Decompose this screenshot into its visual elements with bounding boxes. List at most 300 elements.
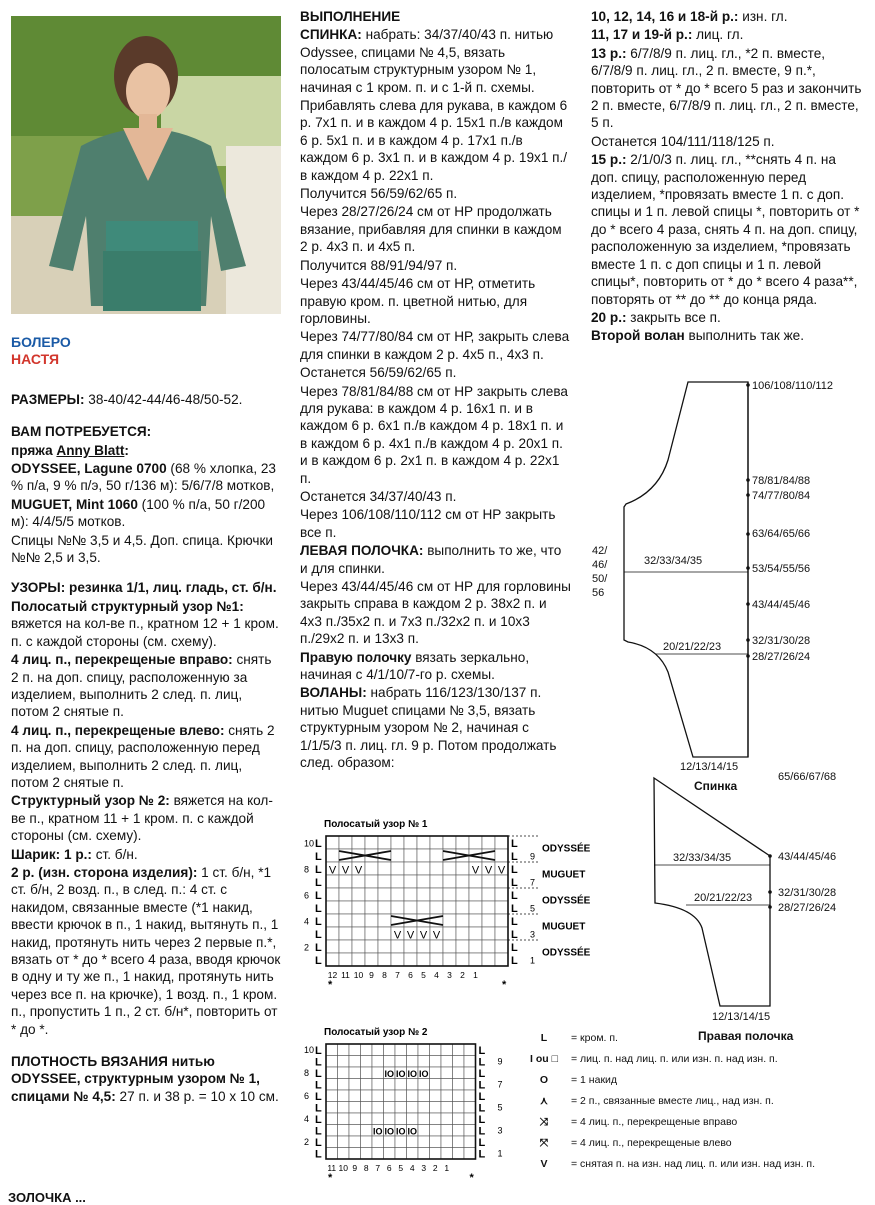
- chart-cell: [495, 953, 508, 966]
- chart-cell: [349, 1090, 361, 1102]
- back-bottom: 12/13/14/15: [680, 761, 739, 773]
- chart-cell: [326, 1136, 338, 1148]
- chart1-title: Полосатый узор № 1: [324, 819, 428, 830]
- chart-cell: [326, 1044, 338, 1056]
- edge-stitch-right: L: [478, 1113, 486, 1126]
- chart-cell: [338, 1125, 350, 1137]
- legend-text: = 4 лиц. п., перекрещеные влево: [571, 1137, 732, 1149]
- slip-stitch: V: [419, 929, 428, 942]
- chart-cell: [464, 1125, 476, 1137]
- back-3: Получится 56/59/62/65 п.: [300, 186, 458, 202]
- col-label: 6: [386, 1163, 392, 1173]
- yarn-over: IO: [384, 1126, 395, 1137]
- chart-cell: [407, 1102, 419, 1114]
- legend-symbol-icon: I ou □: [530, 1053, 558, 1065]
- front-bottom: 12/13/14/15: [712, 1011, 771, 1023]
- chart-cell: [482, 836, 495, 849]
- chart-cell: [464, 1113, 476, 1125]
- chart-cell: [430, 1136, 442, 1148]
- chart-cell: [456, 836, 469, 849]
- front-m1: 43/44/45/46: [778, 851, 837, 863]
- col-label: 9: [369, 970, 374, 980]
- front-width-low: 20/21/22/23: [694, 892, 753, 904]
- chart-cell: [418, 1090, 430, 1102]
- yarn-label: ODYSSÉE: [542, 947, 591, 959]
- legend-row: [517, 1028, 867, 1049]
- chart-cell: [352, 901, 365, 914]
- chart-cell: [365, 836, 378, 849]
- yarn-over: IO: [395, 1068, 406, 1079]
- chart-cell: [338, 1090, 350, 1102]
- chart-cell: [482, 901, 495, 914]
- legend-text: = кром. п.: [571, 1032, 618, 1044]
- legend-text: = лиц. п. над лиц. п. или изн. п. над изн. п.: [571, 1053, 778, 1065]
- back-m1: 78/81/84/88: [752, 475, 811, 487]
- chart-cell: [453, 1125, 465, 1137]
- chart-cell: [464, 1148, 476, 1160]
- chart-cell: [395, 1044, 407, 1056]
- chart-cell: [349, 1136, 361, 1148]
- chart-cell: [456, 940, 469, 953]
- rows-11: 11, 17 и 19-й р.: лиц. гл.: [591, 27, 744, 43]
- chart-cell: [430, 1113, 442, 1125]
- chart-cell: [352, 836, 365, 849]
- row-label-left: 6: [304, 890, 310, 901]
- slip-stitch: V: [341, 864, 350, 877]
- chart-cell: [339, 927, 352, 940]
- chart-cell: [443, 862, 456, 875]
- chart-cell: [361, 1079, 373, 1091]
- legend-symbol-icon: ⤨: [539, 1116, 549, 1128]
- edge-stitch-right: L: [478, 1136, 486, 1149]
- pattern2: Структурный узор № 2: вяжется на кол-ве п., кратном 11 + 1 кром. п. с каждой стороны (см. схему).: [11, 793, 273, 844]
- ruffles: ВОЛАНЫ: набрать 116/123/130/137 п. нитью Muguet спицами № 3,5, вязать структурным узором № 2, начиная с 1/1/5/3 п. лиц. гл. 9 р. Потом продолжать след. образом:: [300, 685, 557, 771]
- chart-cell: [384, 1056, 396, 1068]
- chart-cell: [395, 1136, 407, 1148]
- legend-row: [517, 1091, 867, 1112]
- chart-cell: [407, 1079, 419, 1091]
- chart-cell: [482, 914, 495, 927]
- front-top: 65/66/67/68: [778, 771, 837, 783]
- middle-column: [300, 8, 572, 772]
- chart-cell: [349, 1067, 361, 1079]
- chart-cell: [352, 914, 365, 927]
- front-caption: Правая полочка: [698, 1029, 794, 1043]
- chart-cell: [378, 953, 391, 966]
- chart-cell: [418, 1044, 430, 1056]
- chart-cell: [495, 940, 508, 953]
- chart-cell: [456, 875, 469, 888]
- pattern-chart-2: [298, 1022, 518, 1200]
- chart-cell: [361, 1125, 373, 1137]
- chart-cell: [404, 940, 417, 953]
- edge-stitch-right: L: [511, 890, 518, 903]
- right-front: Правую полочку вязать зеркально, начиная с 4/1/10/7-го р. схемы.: [300, 649, 530, 683]
- chart2-title: Полосатый узор № 2: [324, 1027, 428, 1038]
- chart-cell: [417, 953, 430, 966]
- chart-cell: [326, 953, 339, 966]
- edge-stitch-left: L: [315, 1056, 322, 1069]
- repeat-star: *: [328, 1172, 333, 1184]
- chart-cell: [441, 1079, 453, 1091]
- edge-stitch-left: L: [315, 1067, 322, 1080]
- chart-cell: [338, 1148, 350, 1160]
- yarn-over: IO: [407, 1126, 418, 1137]
- chart-cell: [384, 1136, 396, 1148]
- legend-text: = 1 накид: [571, 1074, 618, 1086]
- chart-cell: [441, 1136, 453, 1148]
- slip-stitch: V: [497, 864, 506, 877]
- col-label: 4: [409, 1163, 415, 1173]
- chart-cell: [443, 901, 456, 914]
- edge-stitch-left: L: [315, 1044, 322, 1057]
- patterns-label: УЗОРЫ: резинка 1/1, лиц. гладь, ст. б/н.: [11, 580, 277, 596]
- back-width-low: 20/21/22/23: [663, 641, 722, 653]
- yarn-label: ODYSSÉE: [542, 843, 591, 855]
- row-label-left: 2: [304, 1137, 310, 1148]
- chart-cell: [339, 914, 352, 927]
- row-label-right: 7: [530, 877, 536, 888]
- chart-cell: [349, 1125, 361, 1137]
- col-label: 6: [408, 970, 413, 980]
- chart-cell: [456, 888, 469, 901]
- chart-cell: [378, 927, 391, 940]
- chart-cell: [495, 849, 508, 862]
- chart-cell: [395, 1090, 407, 1102]
- chart-cell: [384, 1044, 396, 1056]
- chart-cell: [352, 888, 365, 901]
- chart-cell: [326, 849, 339, 862]
- chart-cell: [326, 901, 339, 914]
- edge-stitch-left: L: [315, 1125, 322, 1138]
- chart-cell: [430, 1125, 442, 1137]
- slip-stitch: V: [393, 929, 402, 942]
- edge-stitch-right: L: [511, 864, 518, 877]
- yarn-over: IO: [407, 1068, 418, 1079]
- yarn-over: IO: [384, 1068, 395, 1079]
- chart-cell: [365, 888, 378, 901]
- legend-row: [517, 1112, 867, 1133]
- chart-cell: [417, 940, 430, 953]
- chart-cell: [372, 1148, 384, 1160]
- chart-cell: [430, 940, 443, 953]
- chart-cell: [456, 953, 469, 966]
- edge-stitch-right: L: [511, 942, 518, 955]
- chart-cell: [361, 1148, 373, 1160]
- needs-yarn: пряжа Anny Blatt:: [11, 442, 129, 458]
- chart-cell: [495, 901, 508, 914]
- chart-cell: [365, 953, 378, 966]
- back-m7: 28/27/26/24: [752, 651, 811, 663]
- chart-cell: [456, 862, 469, 875]
- chart-cell: [443, 836, 456, 849]
- chart-cell: [430, 1102, 442, 1114]
- needs-tools: Спицы №№ 3,5 и 4,5. Доп. спица. Крючки №№ 2,5 и 3,5.: [11, 532, 274, 566]
- edge-stitch-right: L: [511, 877, 518, 890]
- col-label: 3: [447, 970, 452, 980]
- chart-cell: [430, 1056, 442, 1068]
- chart-cell: [391, 901, 404, 914]
- right-column: [591, 8, 863, 346]
- legend: [517, 1028, 867, 1175]
- chart-cell: [430, 1148, 442, 1160]
- chart-cell: [418, 1125, 430, 1137]
- col-label: 10: [338, 1163, 348, 1173]
- legend-row: [517, 1133, 867, 1154]
- chart-cell: [361, 1102, 373, 1114]
- chart-cell: [384, 1079, 396, 1091]
- chart-cell: [378, 862, 391, 875]
- col-label: 2: [432, 1163, 438, 1173]
- model-photo: [11, 16, 281, 314]
- repeat-star: *: [328, 979, 333, 991]
- chart-cell: [407, 1090, 419, 1102]
- chart-cell: [430, 875, 443, 888]
- chart-cell: [443, 927, 456, 940]
- edge-stitch-right: L: [478, 1102, 486, 1115]
- chart-cell: [441, 1056, 453, 1068]
- chart-cell: [372, 1090, 384, 1102]
- chart-cell: [326, 1090, 338, 1102]
- edge-stitch-left: L: [315, 877, 322, 890]
- chart-cell: [430, 849, 443, 862]
- edge-stitch-left: L: [315, 929, 322, 942]
- row-label-right: 3: [530, 929, 536, 940]
- chart-cell: [407, 1044, 419, 1056]
- chart-cell: [391, 953, 404, 966]
- chart-cell: [418, 1079, 430, 1091]
- back-schematic: [588, 372, 873, 792]
- chart-cell: [407, 1113, 419, 1125]
- yarn-over: IO: [418, 1068, 429, 1079]
- chart-cell: [441, 1044, 453, 1056]
- chart-cell: [361, 1113, 373, 1125]
- needs-label: ВАМ ПОТРЕБУЕТСЯ:: [11, 424, 152, 440]
- legend-text: = 2 п., связанные вместе лиц., над изн. п.: [571, 1095, 774, 1107]
- chart-cell: [469, 901, 482, 914]
- chart-cell: [453, 1079, 465, 1091]
- chart-cell: [349, 1148, 361, 1160]
- yarn-over: IO: [372, 1126, 383, 1137]
- chart-cell: [441, 1125, 453, 1137]
- ball: Шарик: 1 р.: ст. б/н.: [11, 846, 138, 862]
- chart-cell: [326, 914, 339, 927]
- chart-cell: [338, 1102, 350, 1114]
- chart-cell: [365, 914, 378, 927]
- chart-cell: [339, 875, 352, 888]
- edge-stitch-left: L: [315, 1148, 322, 1161]
- chart-cell: [365, 940, 378, 953]
- chart-cell: [384, 1148, 396, 1160]
- chart-cell: [391, 836, 404, 849]
- chart-cell: [495, 836, 508, 849]
- row-label-left: 2: [304, 942, 310, 953]
- chart-cell: [404, 953, 417, 966]
- chart-cell: [391, 862, 404, 875]
- chart-cell: [372, 1079, 384, 1091]
- chart-cell: [372, 1102, 384, 1114]
- chart-cell: [338, 1056, 350, 1068]
- chart-cell: [482, 875, 495, 888]
- yarn-label: MUGUET: [542, 921, 586, 933]
- edge-stitch-left: L: [315, 1136, 322, 1149]
- chart-cell: [326, 1113, 338, 1125]
- chart-cell: [407, 1056, 419, 1068]
- edge-stitch-left: L: [315, 1102, 322, 1115]
- chart-cell: [361, 1044, 373, 1056]
- chart-cell: [339, 953, 352, 966]
- chart-cell: [349, 1102, 361, 1114]
- chart-cell: [430, 1044, 442, 1056]
- chart-cell: [349, 1113, 361, 1125]
- chart-cell: [395, 1148, 407, 1160]
- chart-cell: [361, 1136, 373, 1148]
- chart-cell: [469, 836, 482, 849]
- pattern1: Полосатый структурный узор №1: вяжется на кол-ве п., кратном 12 + 1 кром. п. с каждой стороны (см. схему).: [11, 598, 279, 649]
- front-m3: 28/27/26/24: [778, 902, 837, 914]
- back-side-3: 50/: [592, 573, 608, 585]
- repeat-star: *: [502, 979, 507, 991]
- chart-cell: [443, 888, 456, 901]
- chart-cell: [464, 1056, 476, 1068]
- chart-cell: [453, 1044, 465, 1056]
- pattern-chart-1: [298, 816, 598, 1006]
- col-label: 1: [473, 970, 478, 980]
- back-side-1: 42/: [592, 545, 608, 557]
- back-m2: 74/77/80/84: [752, 490, 811, 502]
- yarn-label: MUGUET: [542, 869, 586, 881]
- density: ПЛОТНОСТЬ ВЯЗАНИЯ нитью ODYSSEE, структурным узором № 1, спицами № 4,5: 27 п. и 38 р. = 10 х 10 см.: [11, 1054, 279, 1104]
- chart-cell: [395, 1079, 407, 1091]
- slip-stitch: V: [471, 864, 480, 877]
- edge-stitch-right: L: [511, 851, 518, 864]
- chart-cell: [453, 1056, 465, 1068]
- chart-cell: [384, 1102, 396, 1114]
- repeat-star: *: [469, 1172, 474, 1184]
- back-m6: 32/31/30/28: [752, 635, 811, 647]
- chart-cell: [372, 1067, 384, 1079]
- chart-cell: [361, 1056, 373, 1068]
- edge-stitch-right: L: [478, 1148, 486, 1161]
- chart-cell: [384, 1090, 396, 1102]
- row-label-left: 8: [304, 1068, 310, 1079]
- execution-label: ВЫПОЛНЕНИЕ: [300, 9, 401, 24]
- back-11: Через 106/108/110/112 см от НР закрыть все п.: [300, 507, 556, 540]
- second-ruffle: Второй волан выполнить так же.: [591, 328, 805, 344]
- back-width-mid: 32/33/34/35: [644, 555, 703, 567]
- edge-stitch-right: L: [478, 1067, 486, 1080]
- col-label: 8: [382, 970, 387, 980]
- chart-cell: [339, 836, 352, 849]
- chart-cell: [430, 953, 443, 966]
- edge-stitch-right: L: [478, 1079, 486, 1092]
- edge-stitch-left: L: [315, 864, 322, 877]
- legend-symbol-icon: L: [540, 1032, 548, 1044]
- row-label-left: 4: [304, 1114, 310, 1125]
- chart-cell: [495, 927, 508, 940]
- chart-cell: [349, 1056, 361, 1068]
- row-label-right: 3: [497, 1125, 503, 1136]
- chart-cell: [338, 1067, 350, 1079]
- front-width-mid: 32/33/34/35: [673, 852, 732, 864]
- chart-cell: [352, 875, 365, 888]
- col-label: 2: [460, 970, 465, 980]
- back-outline: [624, 382, 748, 757]
- chart-cell: [430, 836, 443, 849]
- chart-cell: [378, 836, 391, 849]
- chart-cell: [391, 875, 404, 888]
- back-2: Прибавлять слева для рукава, в каждом 6 р. 7х1 п. и в каждом 4 р. 15х1 п./в каждом 6 р. 5х1 п. и в каждом 4 р. 17х1 п./в каждом 6 р. 3х1 п. и в каждом 4 р. 19х1 п./в каждом 4 р. 22х1 п.: [300, 98, 568, 183]
- chart-cell: [372, 1113, 384, 1125]
- legend-row: [517, 1049, 867, 1070]
- chart-cell: [469, 953, 482, 966]
- chart-cell: [326, 1056, 338, 1068]
- chart-cell: [418, 1113, 430, 1125]
- chart-cell: [441, 1148, 453, 1160]
- rows-10: 10, 12, 14, 16 и 18-й р.: изн. гл.: [591, 9, 788, 24]
- chart-cell: [417, 888, 430, 901]
- rows-13: 13 р.: 6/7/8/9 п. лиц. гл., *2 п. вместе, 6/7/8/9 п. лиц. гл., 2 п. вместе, 9 п.*, повторить от * до * всего 5 раз и закончить 2 п. вместе, 6/7/8/9 п. лиц. гл., 2 п. вместе, 5 п.: [591, 45, 862, 131]
- chart-cell: [372, 1044, 384, 1056]
- chart-cell: [453, 1113, 465, 1125]
- chart-cell: [352, 953, 365, 966]
- row-label-left: 8: [304, 864, 310, 875]
- chart-cell: [338, 1044, 350, 1056]
- chart-cell: [464, 1136, 476, 1148]
- slip-stitch: V: [432, 929, 441, 942]
- chart-cell: [441, 1090, 453, 1102]
- chart-cell: [482, 927, 495, 940]
- col-label: 4: [434, 970, 439, 980]
- back-side-4: 56: [592, 587, 605, 599]
- chart-cell: [469, 888, 482, 901]
- back-4: Через 28/27/26/24 см от НР продолжать вязание, прибавляя для спинки в каждом 2 р. 4х3 п. и 4х5 п.: [300, 204, 562, 255]
- chart-cell: [391, 888, 404, 901]
- edge-stitch-right: L: [478, 1125, 486, 1138]
- col-label: 5: [398, 1163, 404, 1173]
- chart-cell: [352, 927, 365, 940]
- legend-symbol-icon: ⤧: [539, 1137, 549, 1149]
- chart-cell: [352, 940, 365, 953]
- yarn-over: IO: [395, 1126, 406, 1137]
- left-front: ЛЕВАЯ ПОЛОЧКА: выполнить то же, что и для спинки.: [300, 543, 562, 576]
- edge-stitch-left: L: [315, 890, 322, 903]
- left-column: [11, 334, 281, 1106]
- chart-cell: [326, 927, 339, 940]
- cross-left: 4 лиц. п., перекрещеные влево: снять 2 п. на доп. спицу, расположенную перед изделием, выполнить 2 след. п. лиц, потом 2 снятые п.: [11, 722, 275, 790]
- chart-cell: [464, 1079, 476, 1091]
- chart-cell: [326, 1067, 338, 1079]
- col-label: 1: [444, 1163, 450, 1173]
- chart-cell: [339, 888, 352, 901]
- chart-cell: [482, 888, 495, 901]
- chart-cell: [404, 849, 417, 862]
- chart-cell: [338, 1079, 350, 1091]
- back-m5: 43/44/45/46: [752, 599, 811, 611]
- yarn-label: ODYSSÉE: [542, 895, 591, 907]
- chart-cell: [326, 1125, 338, 1137]
- edge-stitch-left: L: [315, 1090, 322, 1103]
- back-7: Через 74/77/80/84 см от НР, закрыть слева для спинки в каждом 2 р. 4х5 п., 4х3 п.: [300, 329, 570, 362]
- chart-cell: [378, 875, 391, 888]
- col-label: 10: [353, 970, 364, 980]
- row-label-left: 4: [304, 916, 310, 927]
- edge-stitch-right: L: [511, 903, 518, 916]
- chart-cell: [469, 914, 482, 927]
- chart-cell: [395, 1056, 407, 1068]
- chart-cell: [326, 888, 339, 901]
- needs-y2: MUGUET, Mint 1060 (100 % п/а, 50 г/200 м): 4/4/5/5 мотков.: [11, 496, 266, 530]
